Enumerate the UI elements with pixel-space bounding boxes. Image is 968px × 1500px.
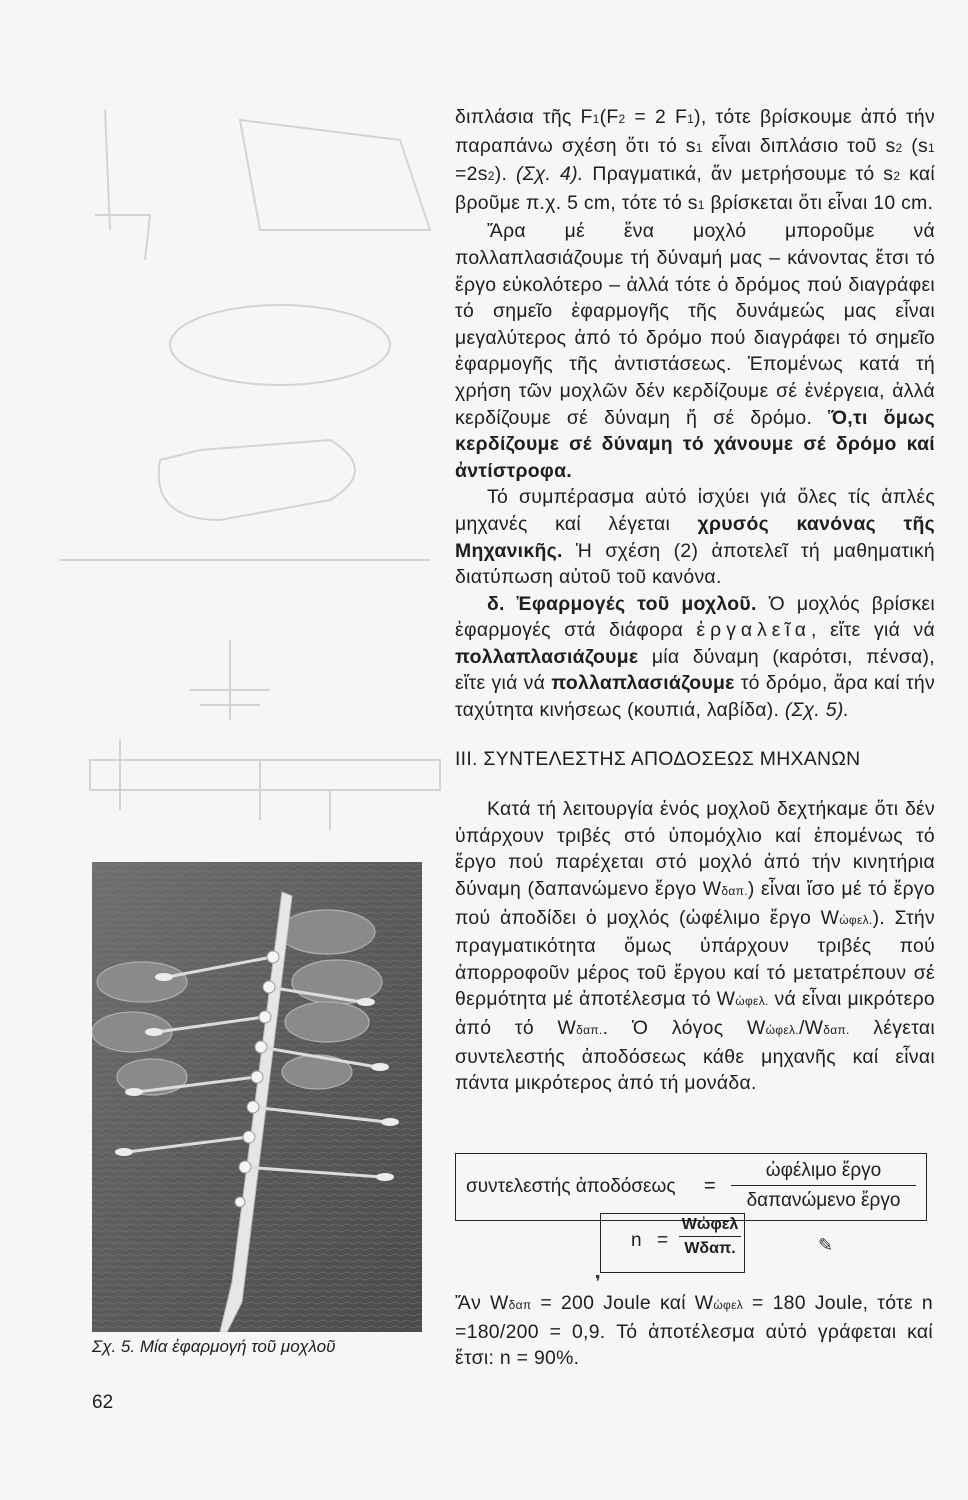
paragraph-lever-applications: δ. Ἐφαρμογές τοῦ μοχλοῦ. Ὁ μοχλός βρίσκει ἐφαρμογές στά διάφορα ἐργαλεῖα, εἴτε γιά νά πολλαπλασιάζουμε μία δύναμη (καρότσι, πένσα), εἴτε γιά νά πολλαπλασιάζουμε τό δρόμο, ἄρα καί τήν ταχύτητα κινήσεως (κουπιά, λαβίδα). (Σχ. 5). — [455, 592, 936, 722]
formula-label: συντελεστής ἀποδόσεως — [466, 1176, 676, 1197]
formula-fraction — [731, 1160, 916, 1212]
efficiency-symbol: n — [631, 1230, 642, 1251]
golden-rule-term: χρυσός κανόνας τῆς Μηχανικῆς. — [455, 512, 935, 562]
symbolic-fraction — [679, 1216, 741, 1258]
symbolic-denominator: Wδαπ. — [684, 1240, 736, 1257]
paragraph-efficiency: Κατά τή λειτουργία ἑνός μοχλοῦ δεχτήκαμε ὅτι δέν ὑπάρχουν τριβές στό ὑπομόχλιο καί ἑπομένως τό ἔργο πού παρέχεται στό μοχλό ἀπό τήν κινητήρια δύναμη (δαπανώμενο ἔργο Wδαπ.) εἶναι ἴσο μέ τό ἔργο πού ἀποδίδει ὁ μοχλός (ὠφέλιμο ἔργο Wὠφελ.). Στήν πραγματικότητα ὅμως ὑπάρχουν τριβές πού ἀπορροφοῦν μέρος τοῦ ἔργου καί τό μετατρέπουν σέ θερμότητα μέ ἀποτέλεσμα τό Wὠφελ. νά εἶναι μικρότερο ἀπό τό Wδαπ.. Ὁ λόγος Wὠφελ./Wδαπ. λέγεται συντελεστής ἀποδόσεως κάθε μηχανῆς καί εἶναι πάντα μικρότερος ἀπό τή μονάδα. — [455, 798, 935, 1095]
figure-reference: (Σχ. 5). — [784, 699, 850, 722]
main-text-column — [455, 104, 935, 1097]
paragraph-energy-conservation: Ἄρα μέ ἕνα μοχλό μποροῦμε νά πολλαπλασιάζουμε τή δύναμή μας – κάνοντας ἔτσι τό ἔργο εὐκολότερο – ἀλλά τότε ὁ δρόμος πού διαγράφει τό σημεῖο ἐφαρμογῆς τῆς δυνάμεώς μας εἶναι μεγαλύτερος ἀπό τό δρόμο πού διαγράφει τό σημεῖο ἐφαρμογῆς τῆς ἀντιστάσεως. Ἑπομένως κατά τή χρήση τῶν μοχλῶν δέν κερδίζουμε σέ ἐνέργεια, ἀλλά κερδίζουμε σέ δύναμη ἤ σέ δρόμο. Ὅ,τι ὅμως κερδίζουμε σέ δύναμη τό χάνουμε σέ δρόμο καί ἀντίστροφα. — [455, 220, 935, 482]
bleed-through-drawings — [0, 0, 450, 850]
symbolic-numerator: Wὠφελ — [679, 1216, 741, 1237]
formula-denominator: δαπανώμενο ἔργο — [746, 1190, 901, 1211]
page-number: 62 — [92, 1392, 114, 1413]
formula-equals: = — [704, 1175, 716, 1197]
efficiency-formula-box — [455, 1153, 927, 1221]
worked-example: Ἄν Wδαπ = 200 Joule καί Wὠφελ = 180 Joule, τότε n =180/200 = 0,9. Τό ἀποτέλεσμα αὐτό γράφεται καί ἔτσι: n = 90%. — [455, 1292, 933, 1370]
print-mark: ❜ — [595, 1272, 601, 1292]
paragraph-golden-rule: Τό συμπέρασμα αὐτό ἰσχύει γιά ὅλες τίς ἁπλές μηχανές καί λέγεται χρυσός κανόνας τῆς Μηχανικῆς. Ἡ σχέση (2) ἀποτελεῖ τή μαθηματική διατύπωση αὐτοῦ τοῦ κανόνα. — [455, 486, 935, 589]
key-statement: Ὅ,τι ὅμως κερδίζουμε σέ δύναμη τό χάνουμε σέ δρόμο καί ἀντίστροφα. — [455, 406, 935, 482]
paragraph-lever-example: διπλάσια τῆς F1(F2 = 2 F1), τότε βρίσκουμε ἀπό τήν παραπάνω σχέση ὅτι τό s1 εἶναι διπλάσιο τοῦ s2 (s1 =2s2). (Σχ. 4). Πραγματικά, ἄν μετρήσουμε τό s2 καί βροῦμε π.χ. 5 cm, τότε τό s1 βρίσκεται ὅτι εἶναι 10 cm. — [455, 106, 935, 214]
rowing-boat-photo — [92, 862, 422, 1332]
figure-reference: (Σχ. 4). — [515, 163, 584, 186]
figure-caption: Σχ. 5. Μία ἐφαρμογή τοῦ μοχλοῦ — [92, 1337, 336, 1356]
subsection-heading: δ. Ἐφαρμογές τοῦ μοχλοῦ. — [487, 592, 757, 615]
section-heading: III. ΣΥΝΤΕΛΕΣΤΗΣ ΑΠΟΔΟΣΕΩΣ ΜΗΧΑΝΩΝ — [455, 747, 861, 770]
symbolic-formula-box — [600, 1213, 745, 1273]
formula-numerator: ὠφέλιμο ἔργο — [731, 1160, 916, 1186]
print-mark: ✎ — [818, 1235, 834, 1255]
symbolic-equals: = — [657, 1230, 669, 1251]
